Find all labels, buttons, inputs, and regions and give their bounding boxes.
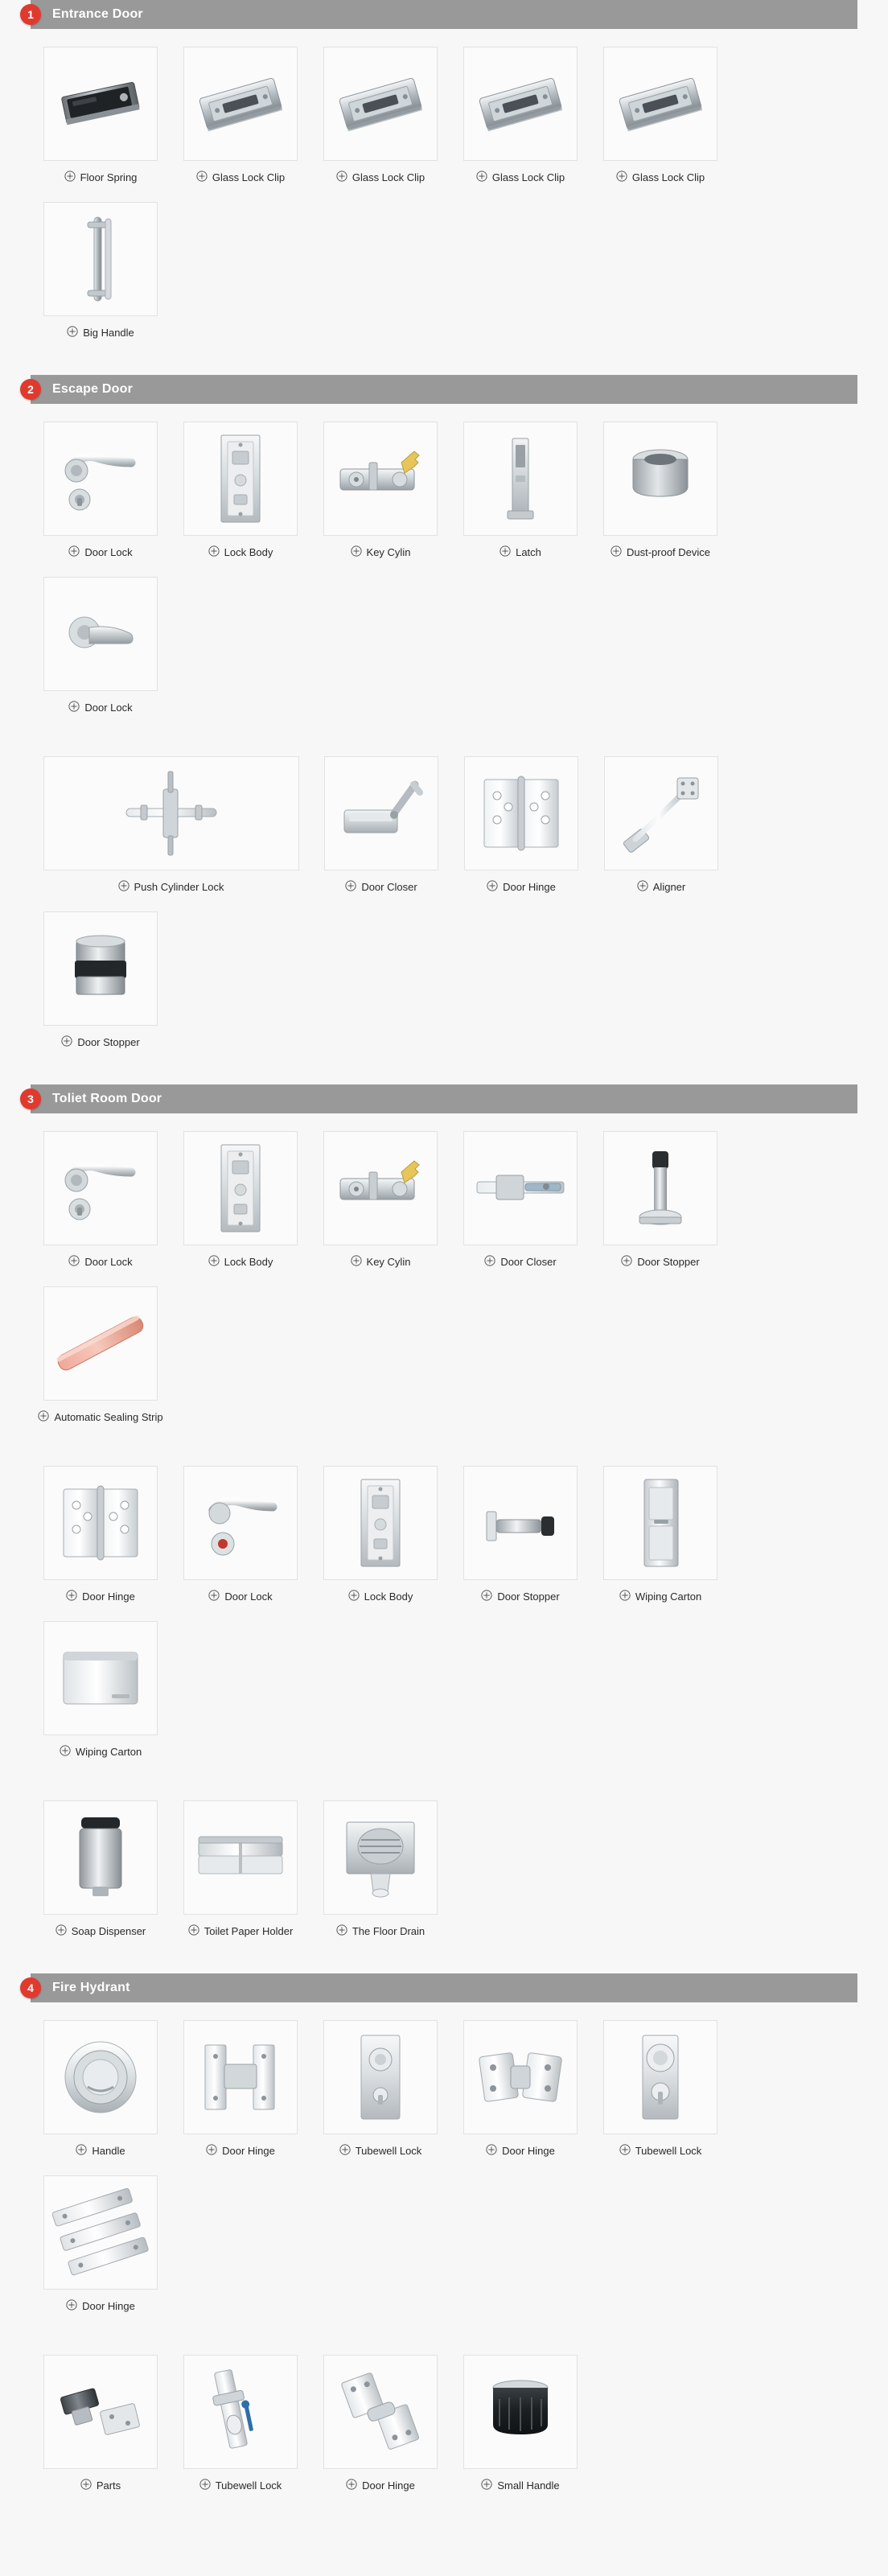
product-card[interactable] <box>592 1131 729 1269</box>
wiping-carton-tall-icon[interactable] <box>603 1466 717 1580</box>
plus-icon[interactable] <box>208 1590 224 1603</box>
product-caption <box>481 1590 559 1603</box>
plus-icon[interactable] <box>68 1255 84 1269</box>
wiping-carton-box-icon[interactable] <box>43 1621 158 1735</box>
product-caption <box>336 1924 425 1938</box>
product-label: Door Lock <box>224 1590 273 1603</box>
product-card[interactable] <box>312 1800 449 1938</box>
product-label: Lock Body <box>224 546 273 558</box>
product-caption <box>56 1924 146 1938</box>
parts-icon[interactable] <box>43 2355 158 2469</box>
product-card[interactable] <box>452 2355 589 2492</box>
product-caption <box>68 701 132 714</box>
product-row <box>0 2337 888 2516</box>
door-closer-slide-icon[interactable] <box>463 1131 578 1245</box>
door-closer-icon[interactable] <box>324 756 438 870</box>
product-caption <box>351 545 411 559</box>
product-caption <box>351 1255 411 1269</box>
plus-icon[interactable] <box>66 2299 82 2313</box>
product-caption <box>616 171 705 184</box>
product-row <box>0 29 888 364</box>
product-caption <box>80 2479 121 2492</box>
flush-ring-handle-icon[interactable] <box>43 2020 158 2134</box>
product-card[interactable] <box>172 47 309 184</box>
product-card[interactable] <box>32 2175 169 2313</box>
product-card[interactable] <box>592 422 729 559</box>
plus-icon[interactable] <box>621 1255 637 1269</box>
concealed-hinge-icon[interactable] <box>183 2020 298 2134</box>
product-card[interactable] <box>593 756 730 894</box>
product-card[interactable] <box>32 756 310 894</box>
product-label: Door Stopper <box>77 1036 140 1048</box>
product-row <box>0 404 888 739</box>
product-label: Push Cylinder Lock <box>134 881 224 893</box>
product-label: Big Handle <box>83 327 134 339</box>
sealing-strip-icon[interactable] <box>43 1286 158 1401</box>
small-handle-icon[interactable] <box>463 2355 578 2469</box>
product-caption <box>484 1255 556 1269</box>
plus-icon[interactable] <box>60 1745 76 1759</box>
product-caption <box>76 2144 125 2158</box>
latch-icon[interactable] <box>463 422 578 536</box>
aligner-icon[interactable] <box>604 756 718 870</box>
product-card[interactable] <box>172 1131 309 1269</box>
plus-icon[interactable] <box>66 1590 82 1603</box>
plus-icon[interactable] <box>196 171 212 184</box>
product-label: Door Lock <box>84 702 133 714</box>
glass-lock-clip-icon[interactable] <box>183 47 298 161</box>
product-caption <box>336 171 425 184</box>
product-card[interactable] <box>452 2020 589 2158</box>
plus-icon[interactable] <box>346 2479 362 2492</box>
plus-icon[interactable] <box>76 2144 92 2158</box>
key-cylinder-icon[interactable] <box>323 1131 438 1245</box>
product-caption <box>348 1590 413 1603</box>
section-title: Entrance Door <box>52 7 143 21</box>
product-caption <box>67 326 134 339</box>
product-label: Glass Lock Clip <box>352 171 426 183</box>
product-card[interactable] <box>32 1466 169 1603</box>
product-card[interactable] <box>32 2020 169 2158</box>
product-card[interactable] <box>592 47 729 184</box>
product-label: Door Stopper <box>497 1590 560 1603</box>
product-label: Parts <box>96 2479 121 2492</box>
glass-lock-clip-icon[interactable] <box>323 47 438 161</box>
tubewell-bolt-icon[interactable] <box>183 2355 298 2469</box>
section-spacer <box>0 1073 888 1084</box>
product-caption <box>188 1924 294 1938</box>
product-label: Door Hinge <box>502 2145 555 2157</box>
product-label: Automatic Sealing Strip <box>54 1411 163 1423</box>
product-label: Door Closer <box>500 1256 557 1268</box>
lock-body-icon[interactable] <box>183 1131 298 1245</box>
push-bar-lock-icon[interactable] <box>43 756 299 870</box>
plus-icon[interactable] <box>199 2479 216 2492</box>
product-label: Handle <box>92 2145 125 2157</box>
product-caption <box>208 1590 272 1603</box>
section-header-2 <box>27 375 857 404</box>
plus-icon[interactable] <box>208 1255 224 1269</box>
section-number-badge: 2 <box>20 379 41 400</box>
product-label: Small Handle <box>497 2479 560 2492</box>
plus-icon[interactable] <box>68 701 84 714</box>
plus-icon[interactable] <box>188 1924 204 1938</box>
product-label: Wiping Carton <box>75 1746 142 1758</box>
product-caption <box>487 880 556 894</box>
product-card[interactable] <box>452 1466 589 1603</box>
product-label: Wiping Carton <box>635 1590 702 1603</box>
section-spacer <box>0 1962 888 1973</box>
product-card[interactable] <box>312 1466 449 1603</box>
product-caption <box>206 2144 275 2158</box>
plus-icon[interactable] <box>487 880 503 894</box>
product-card[interactable] <box>172 2020 309 2158</box>
plus-icon[interactable] <box>56 1924 72 1938</box>
door-hinge-icon[interactable] <box>43 1466 158 1580</box>
section-header-3 <box>27 1084 857 1113</box>
door-lock-lever-icon[interactable] <box>43 422 158 536</box>
section-title: Toliet Room Door <box>52 1092 162 1105</box>
product-card[interactable] <box>592 1466 729 1603</box>
product-label: Lock Body <box>364 1590 413 1603</box>
section-number-badge: 4 <box>20 1977 41 1998</box>
section-number-badge: 1 <box>20 4 41 25</box>
plus-icon[interactable] <box>348 1590 364 1603</box>
product-card[interactable] <box>312 2020 449 2158</box>
soap-dispenser-icon[interactable] <box>43 1800 158 1915</box>
product-caption <box>610 545 710 559</box>
plus-icon[interactable] <box>38 1410 54 1424</box>
product-caption <box>476 171 565 184</box>
plus-icon[interactable] <box>80 2479 97 2492</box>
product-card[interactable] <box>452 422 589 559</box>
plus-icon[interactable] <box>484 1255 500 1269</box>
product-card[interactable] <box>313 756 450 894</box>
door-hinge-icon[interactable] <box>464 756 578 870</box>
product-label: Key Cylin <box>366 1256 411 1268</box>
product-caption <box>208 1255 273 1269</box>
product-card[interactable] <box>32 1286 169 1424</box>
bolt-set-icon[interactable] <box>43 2175 158 2290</box>
product-label: Toilet Paper Holder <box>204 1925 294 1937</box>
plus-icon[interactable] <box>61 1035 77 1049</box>
product-row <box>0 1783 888 1962</box>
product-caption <box>637 880 685 894</box>
plus-icon[interactable] <box>67 326 83 339</box>
door-lock-thumbturn-icon[interactable] <box>183 1466 298 1580</box>
product-card[interactable] <box>32 2355 169 2492</box>
product-caption <box>481 2479 559 2492</box>
plus-icon[interactable] <box>616 171 632 184</box>
product-label: Soap Dispenser <box>71 1925 146 1937</box>
plus-icon[interactable] <box>68 545 84 559</box>
product-label: Key Cylin <box>366 546 411 558</box>
door-lock-lever-icon[interactable] <box>43 1131 158 1245</box>
product-label: Door Stopper <box>637 1256 700 1268</box>
product-label: Door Hinge <box>222 2145 275 2157</box>
product-card[interactable] <box>172 422 309 559</box>
flat-hinge-icon[interactable] <box>323 2355 438 2469</box>
section-header-4 <box>27 1973 857 2002</box>
product-caption <box>486 2144 555 2158</box>
door-lock-handle-icon[interactable] <box>43 577 158 691</box>
product-label: Tubewell Lock <box>355 2145 422 2157</box>
product-row <box>0 1113 888 1448</box>
plus-icon[interactable] <box>481 2479 497 2492</box>
product-label: Glass Lock Clip <box>212 171 286 183</box>
product-caption <box>66 1590 135 1603</box>
product-card[interactable] <box>32 577 169 714</box>
plus-icon[interactable] <box>619 1590 635 1603</box>
product-caption <box>199 2479 282 2492</box>
product-label: Door Hinge <box>82 1590 135 1603</box>
product-card[interactable] <box>592 2020 729 2158</box>
lock-body-icon[interactable] <box>183 422 298 536</box>
section-title: Fire Hydrant <box>52 1981 130 1994</box>
product-card[interactable] <box>32 1131 169 1269</box>
product-caption <box>196 171 285 184</box>
section-number-badge: 3 <box>20 1088 41 1109</box>
product-label: Lock Body <box>224 1256 273 1268</box>
product-label: Door Hinge <box>82 2300 135 2312</box>
product-label: The Floor Drain <box>352 1925 426 1937</box>
product-label: Tubewell Lock <box>635 2145 702 2157</box>
dust-proof-device-icon[interactable] <box>603 422 717 536</box>
product-card[interactable] <box>32 202 169 339</box>
door-stopper-floor-icon[interactable] <box>43 911 158 1026</box>
product-label: Latch <box>516 546 541 558</box>
plus-icon[interactable] <box>619 2144 635 2158</box>
product-card[interactable] <box>452 47 589 184</box>
plus-icon[interactable] <box>118 880 134 894</box>
product-card[interactable] <box>452 1131 589 1269</box>
plus-icon[interactable] <box>351 545 367 559</box>
product-card[interactable] <box>32 911 169 1049</box>
product-label: Tubewell Lock <box>215 2479 282 2492</box>
key-cylinder-icon[interactable] <box>323 422 438 536</box>
product-caption <box>619 1590 701 1603</box>
product-label: Door Hinge <box>362 2479 415 2492</box>
plus-icon[interactable] <box>64 171 80 184</box>
cross-hinge-icon[interactable] <box>463 2020 578 2134</box>
product-card[interactable] <box>32 422 169 559</box>
door-stopper-wall-icon[interactable] <box>603 1131 717 1245</box>
product-card[interactable] <box>312 1131 449 1269</box>
product-label: Door Lock <box>84 1256 133 1268</box>
product-caption <box>118 880 224 894</box>
plus-icon[interactable] <box>336 171 352 184</box>
plus-icon[interactable] <box>481 1590 497 1603</box>
product-label: Door Closer <box>361 881 417 893</box>
plus-icon[interactable] <box>336 1924 352 1938</box>
glass-lock-clip-icon[interactable] <box>463 47 578 161</box>
product-row <box>0 2002 888 2337</box>
product-caption <box>339 2144 422 2158</box>
product-card[interactable] <box>32 47 169 184</box>
product-caption <box>208 545 273 559</box>
plus-icon[interactable] <box>637 880 653 894</box>
plus-icon[interactable] <box>206 2144 222 2158</box>
product-card[interactable] <box>453 756 590 894</box>
product-row <box>0 739 888 1073</box>
product-card[interactable] <box>312 2355 449 2492</box>
plus-icon[interactable] <box>486 2144 502 2158</box>
product-label: Glass Lock Clip <box>631 171 705 183</box>
tubewell-lock-plate-icon[interactable] <box>323 2020 438 2134</box>
section-spacer <box>0 364 888 375</box>
door-stopper-wall-arm-icon[interactable] <box>463 1466 578 1580</box>
product-label: Floor Spring <box>80 171 138 183</box>
product-label: Door Lock <box>84 546 133 558</box>
product-caption <box>68 545 132 559</box>
product-caption <box>500 545 541 559</box>
section-header-1 <box>27 0 857 29</box>
plus-icon[interactable] <box>351 1255 367 1269</box>
product-caption <box>38 1410 162 1424</box>
section-title: Escape Door <box>52 382 134 396</box>
section-spacer <box>0 2516 888 2528</box>
plus-icon[interactable] <box>345 880 361 894</box>
plus-icon[interactable] <box>339 2144 356 2158</box>
product-caption <box>61 1035 139 1049</box>
tubewell-lock-round-icon[interactable] <box>603 2020 717 2134</box>
product-caption <box>345 880 417 894</box>
product-label: Aligner <box>652 881 686 893</box>
plus-icon[interactable] <box>500 545 516 559</box>
plus-icon[interactable] <box>208 545 224 559</box>
lock-body-tall-icon[interactable] <box>323 1466 438 1580</box>
product-card[interactable] <box>32 1621 169 1759</box>
plus-icon[interactable] <box>610 545 627 559</box>
floor-drain-icon[interactable] <box>323 1800 438 1915</box>
glass-lock-clip-icon[interactable] <box>603 47 717 161</box>
product-label: Door Hinge <box>503 881 556 893</box>
product-caption <box>619 2144 702 2158</box>
product-row <box>0 1448 888 1783</box>
product-caption <box>64 171 138 184</box>
product-card[interactable] <box>172 1466 309 1603</box>
product-card[interactable] <box>312 47 449 184</box>
product-caption <box>68 1255 132 1269</box>
big-handle-icon[interactable] <box>43 202 158 316</box>
plus-icon[interactable] <box>476 171 492 184</box>
product-label: Dust-proof Device <box>626 546 711 558</box>
product-caption <box>621 1255 699 1269</box>
product-label: Glass Lock Clip <box>491 171 565 183</box>
product-card[interactable] <box>172 2355 309 2492</box>
toilet-paper-holder-icon[interactable] <box>183 1800 298 1915</box>
product-card[interactable] <box>172 1800 309 1938</box>
floor-spring-icon[interactable] <box>43 47 158 161</box>
product-caption <box>66 2299 135 2313</box>
product-card[interactable] <box>32 1800 169 1938</box>
product-card[interactable] <box>312 422 449 559</box>
product-caption <box>60 1745 142 1759</box>
product-caption <box>346 2479 415 2492</box>
